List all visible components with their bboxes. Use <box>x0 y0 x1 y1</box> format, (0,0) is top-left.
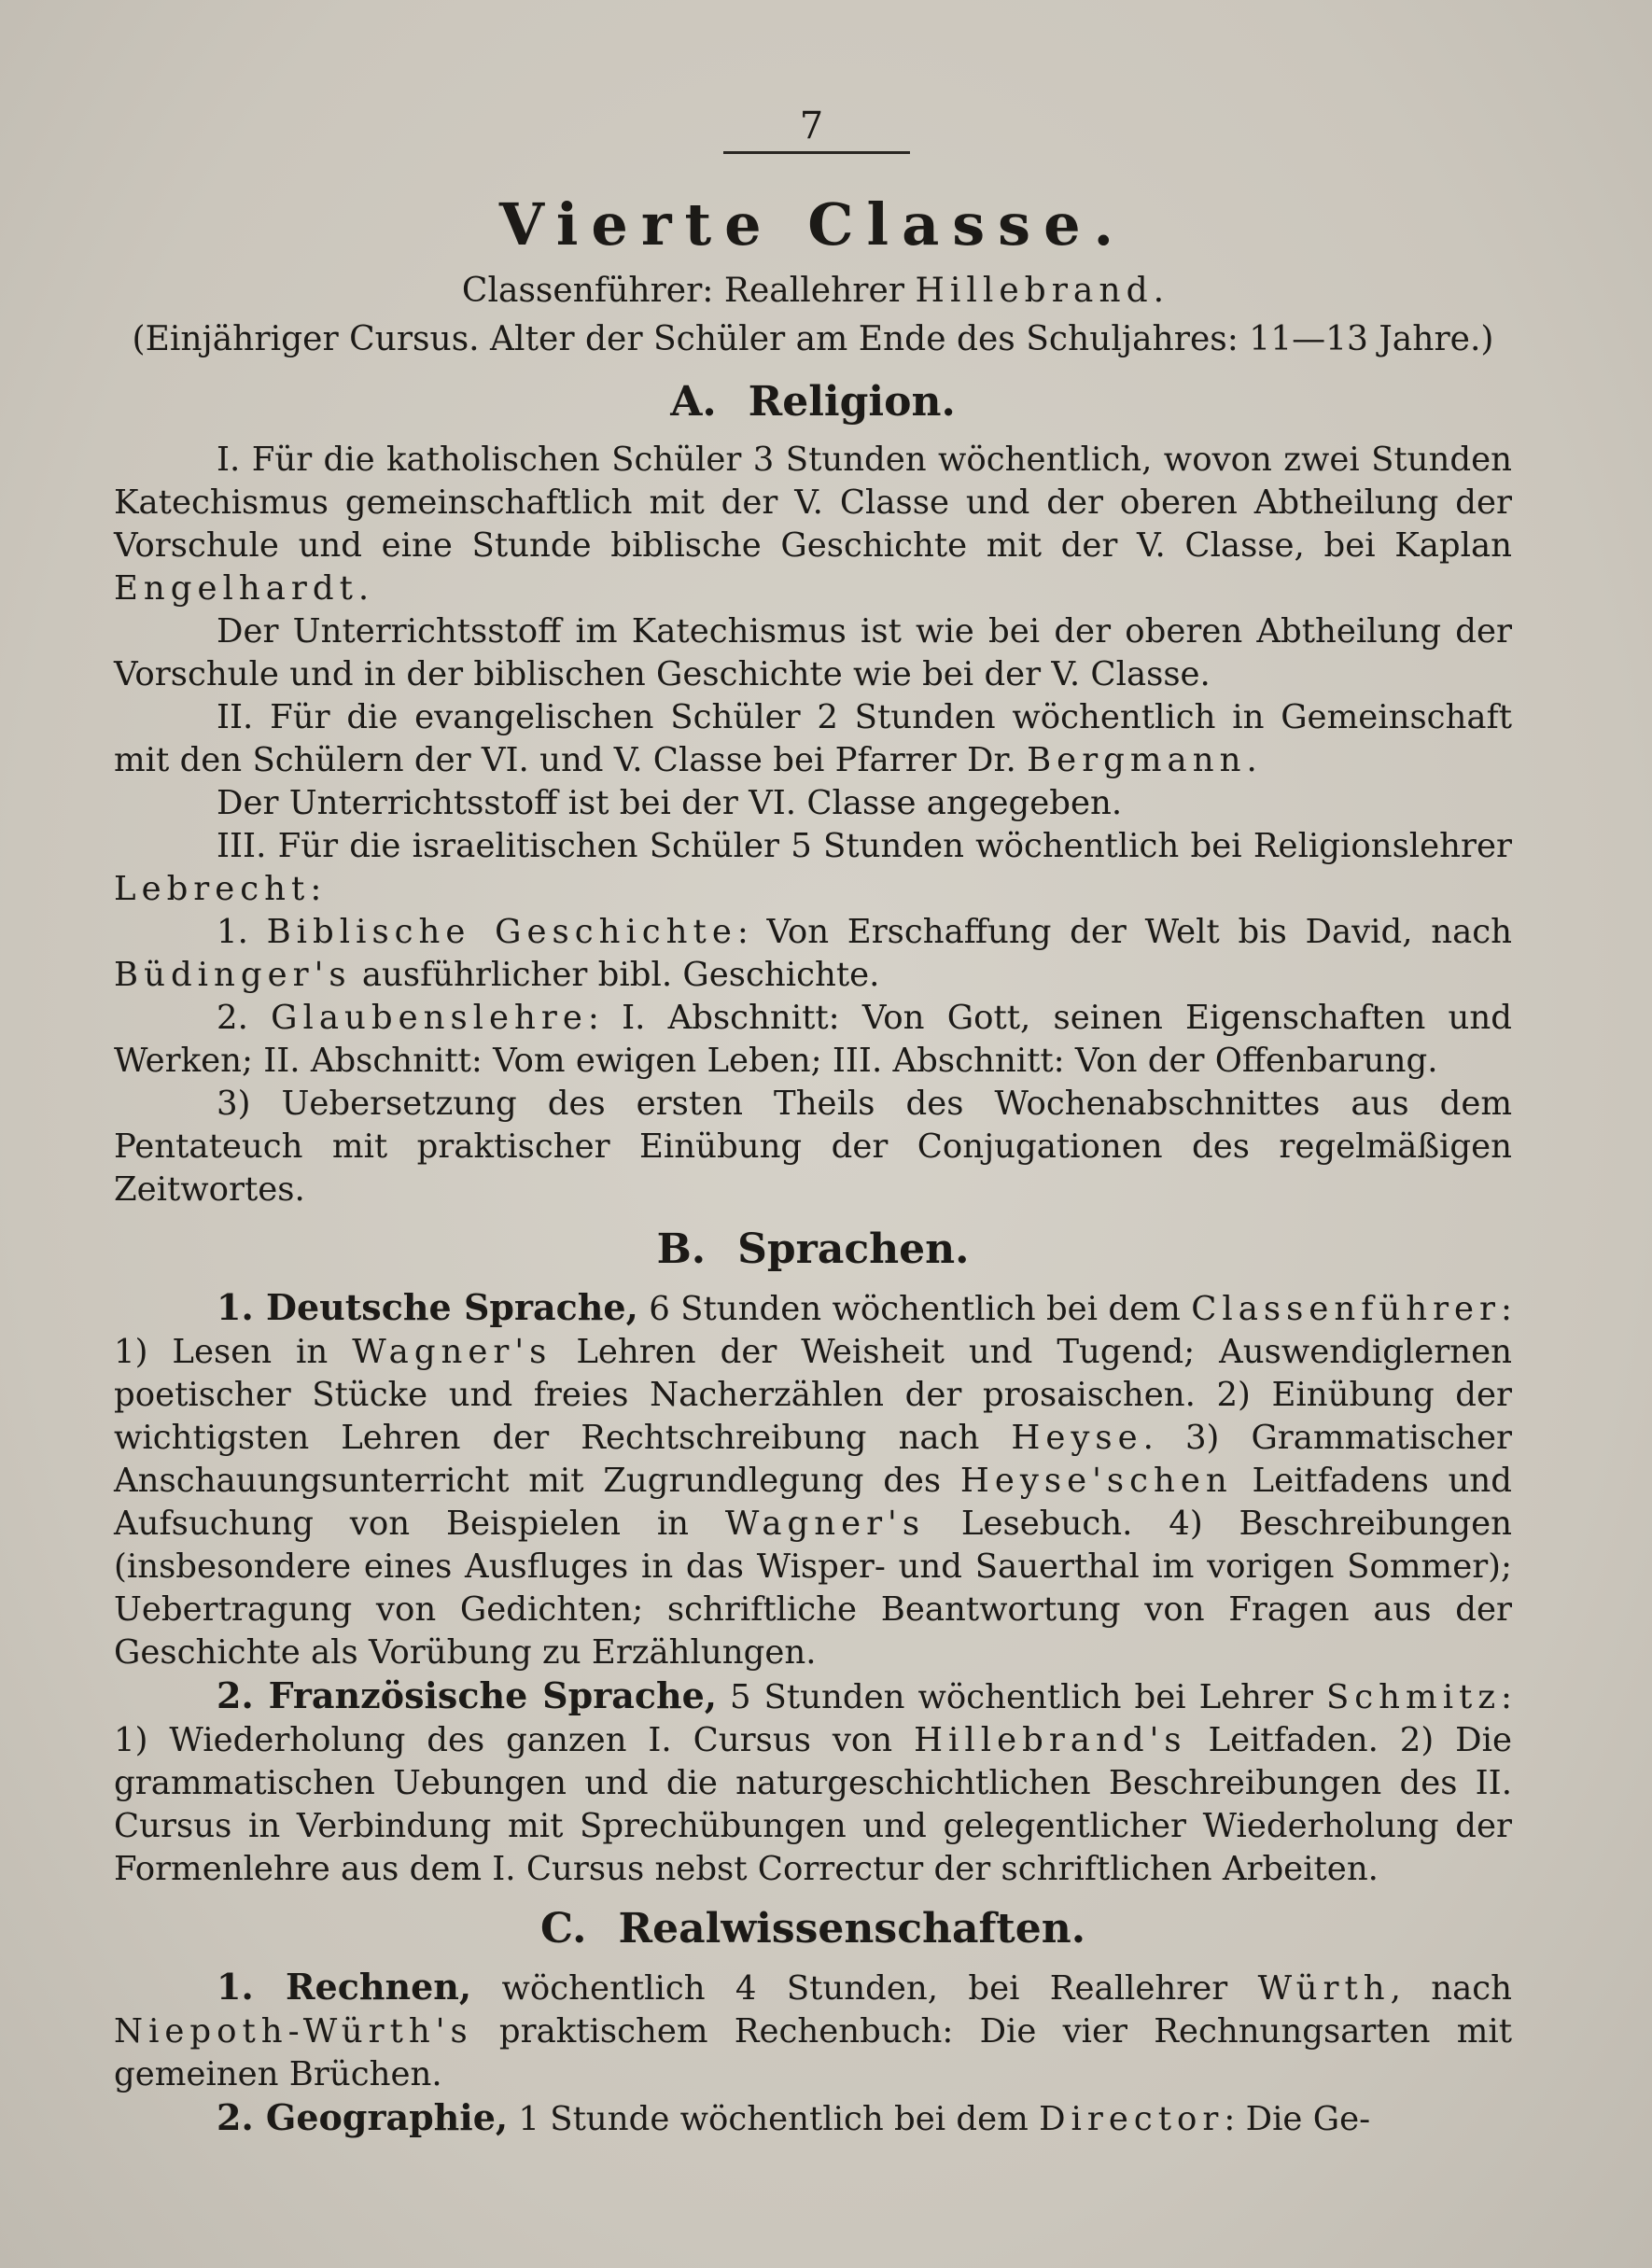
page-number: 7 <box>799 105 825 147</box>
page-content <box>114 177 1512 2141</box>
section-letter: B. <box>656 1225 707 1273</box>
paragraph-geography <box>114 2096 1512 2141</box>
item-number: 1. <box>217 913 267 951</box>
author-name: Heyse'schen <box>959 1462 1233 1500</box>
paragraph-text: : 1) Lesen in <box>114 1290 1512 1371</box>
author-name: Wagner's <box>724 1505 926 1543</box>
teacher-name: Engelhardt <box>114 569 358 608</box>
paragraph-text: Leitfaden. 2) Die grammatischen Uebungen und die naturgeschichtlichen Beschreibungen des II. Cursus in Verbindung mit Sprechübungen und gelegentlicher Wiederholung der Formenlehre aus dem I. Cursus nebst Correctur der schriftlichen Arbeiten. <box>114 1721 1512 1888</box>
teacher-name: Bergmann <box>1027 741 1247 779</box>
section-title: Realwissenschaften. <box>618 1905 1086 1953</box>
paragraph-text: I. Für die katholischen Schüler 3 Stunden wöchentlich, wovon zwei Stunden Katechismus gemeinschaftlich mit der V. Classe und der oberen Abtheilung der Vorschule und eine Stunde biblische Geschichte mit der V. Classe, bei Kaplan <box>114 441 1512 565</box>
item-number: 2. <box>217 999 272 1037</box>
class-leader-line <box>114 267 1512 315</box>
subject-heading: 1. Deutsche Sprache, <box>217 1286 638 1328</box>
subject-heading: 2. Geographie, <box>217 2096 509 2138</box>
author-name: Wagner's <box>352 1333 553 1371</box>
section-heading-languages <box>114 1223 1512 1277</box>
section-letter: C. <box>539 1905 587 1953</box>
teacher-name: Classenführer <box>1191 1290 1502 1328</box>
teacher-name: Würth <box>1257 1969 1391 2008</box>
teacher-name: Director <box>1039 2100 1225 2138</box>
subject-term: Biblische Geschichte <box>266 913 737 951</box>
author-name: Heyse <box>1011 1419 1143 1457</box>
paragraph-catholic-content: Der Unterrichtsstoff im Katechismus ist wie bei der oberen Abtheilung der Vorschule und in der biblischen Geschichte wie bei der V. Classe. <box>114 612 1512 693</box>
paragraph-text: 5 Stunden wöchentlich bei Lehrer <box>717 1678 1326 1716</box>
paragraph-text: : Die Ge- <box>1224 2100 1371 2138</box>
subject-heading: 1. Rechnen, <box>217 1966 472 2008</box>
section-heading-religion <box>114 375 1512 429</box>
paragraph-text: , nach <box>1390 1969 1512 2008</box>
paragraph-french <box>114 1674 1512 1891</box>
class-leader-name: Hillebrand <box>915 272 1154 310</box>
section-heading-sciences <box>114 1902 1512 1956</box>
paragraph-text: . 3) Grammatischer Anschauungsunterricht mit Zugrundlegung des <box>114 1419 1512 1500</box>
teacher-name: Schmitz <box>1325 1678 1502 1716</box>
punctuation: . <box>1246 741 1257 779</box>
paragraph-text: : 1) Wiederholung des ganzen I. Cursus von <box>114 1678 1512 1759</box>
author-name: Hillebrand's <box>914 1721 1187 1759</box>
paragraph-protestant <box>114 696 1512 782</box>
page-number-rule <box>723 151 910 154</box>
class-leader-prefix: Classenführer: Reallehrer <box>461 272 916 310</box>
punctuation: . <box>357 569 370 608</box>
subject-term: Glaubenslehre <box>271 999 588 1037</box>
class-leader-suffix: . <box>1153 272 1165 310</box>
paragraph-text: 6 Stunden wöchentlich bei dem <box>637 1290 1192 1328</box>
paragraph-text: Lesebuch. 4) Beschreibungen (insbesondere eines Ausfluges in das Wisper- und Sauerthal im vorigen Sommer); Uebertragung von Gedichten; schriftliche Beantwortung von Fragen aus der Geschichte als Vorübung zu Erzählungen. <box>114 1505 1512 1672</box>
paragraph-text: : Von Erschaffung der Welt bis David, nach <box>736 913 1513 951</box>
section-letter: A. <box>670 378 717 426</box>
paragraph-text: ausführlicher bibl. Geschichte. <box>351 956 880 994</box>
class-title: Vierte Classe. <box>498 190 1127 259</box>
author-name: Niepoth-Würth's <box>114 2012 473 2051</box>
paragraph-text: praktischem Rechenbuch: Die vier Rechnungsarten mit gemeinen Brüchen. <box>114 2012 1512 2093</box>
paragraph-translation: 3) Uebersetzung des ersten Theils des Wochenabschnittes aus dem Pentateuch mit praktischer Einübung der Conjugationen des regelmäßigen Zeitwortes. <box>114 1085 1512 1209</box>
paragraph-text: Lehren der Weisheit und Tugend; Auswendiglernen poetischer Stücke und freies Nacherzählen der prosaischen. 2) Einübung der wichtigsten Lehren der Rechtschreibung nach <box>114 1333 1512 1457</box>
course-note: (Einjähriger Cursus. Alter der Schüler am Ende des Schuljahres: 11—13 Jahre.) <box>132 320 1494 358</box>
paragraph-german <box>114 1286 1512 1674</box>
paragraph-text: III. Für die israelitischen Schüler 5 Stunden wöchentlich bei Religionslehrer <box>217 827 1512 865</box>
paragraph-doctrine <box>114 997 1512 1083</box>
paragraph-catholic <box>114 439 1512 610</box>
paragraph-text: II. Für die evangelischen Schüler 2 Stunden wöchentlich in Gemeinschaft mit den Schülern der VI. und V. Classe bei Pfarrer Dr. <box>114 698 1512 779</box>
paragraph-text: 1 Stunde wöchentlich bei dem <box>508 2100 1040 2138</box>
teacher-name: Lebrecht <box>114 870 311 908</box>
paragraph-israelite <box>114 825 1512 911</box>
author-name: Büdinger's <box>114 956 352 994</box>
section-title: Sprachen. <box>737 1225 970 1273</box>
paragraph-text: : I. Abschnitt: Von Gott, seinen Eigenschaften und Werken; II. Abschnitt: Vom ewigen Leben; III. Abschnitt: Von der Offenbarung. <box>114 999 1513 1080</box>
subject-heading: 2. Französische Sprache, <box>217 1674 718 1716</box>
paragraph-arithmetic <box>114 1966 1512 2096</box>
paragraph-protestant-content: Der Unterrichtsstoff ist bei der VI. Classe angegeben. <box>217 784 1123 822</box>
paragraph-text: wöchentlich 4 Stunden, bei Reallehrer <box>471 1969 1258 2008</box>
paragraph-text: Leitfadens und Aufsuchung von Beispielen in <box>114 1462 1513 1543</box>
paragraph-biblical-history <box>114 911 1512 997</box>
punctuation: : <box>310 870 322 908</box>
section-title: Religion. <box>748 378 956 426</box>
